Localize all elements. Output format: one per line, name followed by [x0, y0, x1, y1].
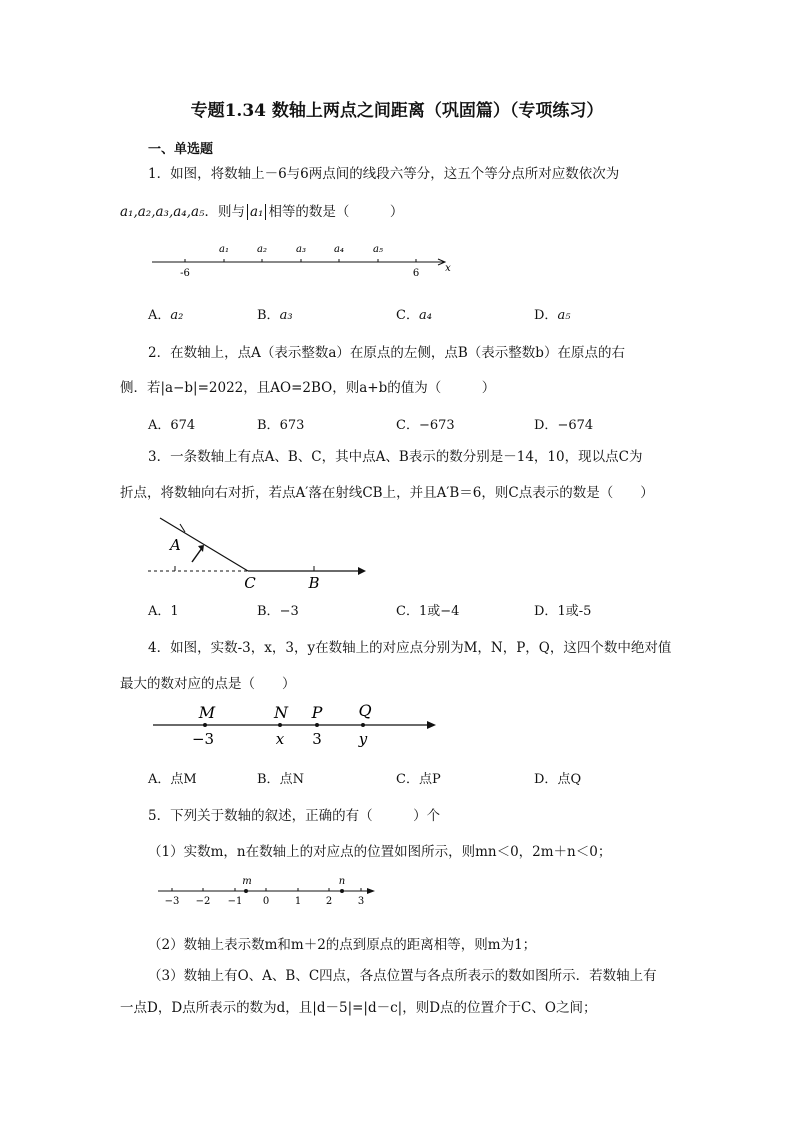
q1-choice-d[interactable]: D．a₅	[534, 308, 571, 323]
q4-point-q	[361, 723, 365, 727]
q5-tick-label: −3	[164, 896, 180, 906]
q1-end: 相等的数是（ ）	[268, 204, 404, 220]
q2-line1: 2．在数轴上，点A（表示整数a）在原点的左侧，点B（表示整数b）在原点的右	[148, 345, 625, 361]
q2-choice-d[interactable]: D．−674	[534, 418, 594, 433]
section-heading: 一、单选题	[148, 142, 214, 157]
q4-choice-d[interactable]: D．点Q	[534, 772, 582, 787]
q4-point-n	[278, 723, 282, 727]
q4-line1: 4．如图，实数-3，x，3，y在数轴上的对应点分别为M，N，P，Q，这四个数中绝对值	[148, 640, 672, 656]
q5-tick-label: 1	[294, 896, 302, 906]
q3-label-b: B	[308, 574, 320, 592]
q1-mid: ．则与	[204, 204, 245, 220]
q2-line2: 侧．若|a−b|=2022，且AO=2BO，则a+b的值为（ ）	[120, 380, 496, 396]
q4-label-m: M	[198, 703, 216, 722]
q1-choice-a[interactable]: A．a₂	[148, 308, 184, 323]
q1-choice-b[interactable]: B．a₃	[257, 308, 293, 323]
q1-axis-label: x	[445, 263, 451, 274]
q2-choice-a[interactable]: A．674	[148, 418, 196, 433]
q5-point-m	[244, 889, 248, 893]
q2-choice-c[interactable]: C．−673	[396, 418, 455, 433]
q5-point-n	[340, 889, 344, 893]
q5-statement-1: （1）实数m，n在数轴上的对应点的位置如图所示，则mn＜0，2m＋n＜0；	[148, 844, 612, 860]
q4-number-line-figure	[145, 700, 445, 752]
q4-point-p	[315, 723, 319, 727]
q5-tick-label: −1	[227, 896, 243, 906]
q4-line2: 最大的数对应的点是（ ）	[120, 676, 296, 692]
q1-label-a2: a₂	[257, 244, 267, 255]
q3-choice-c[interactable]: C．1或−4	[396, 604, 460, 619]
q1-label-minus6: -6	[180, 268, 190, 279]
q5-statement-3a: （3）数轴上有O、A、B、C四点，各点位置与各点所表示的数如图所示．若数轴上有	[148, 968, 657, 984]
q5-line1: 5．下列关于数轴的叙述，正确的有（ ）个	[148, 808, 441, 824]
q5-statement-3b: 一点D，D点所表示的数为d，且|d－5|=|d－c|，则D点的位置介于C、O之间；	[120, 1000, 597, 1016]
q4-point-m	[203, 723, 207, 727]
q5-number-line-figure	[150, 872, 385, 906]
q1-label-6: 6	[412, 268, 420, 279]
q4-label-q: Q	[358, 701, 372, 720]
q1-vars: a₁,a₂,a₃,a₄,a₅	[120, 204, 205, 220]
q1-label-a5: a₅	[373, 244, 383, 255]
q4-value-y: y	[358, 730, 368, 748]
q3-label-a: A	[170, 536, 181, 554]
q1-line2	[120, 200, 403, 220]
q3-fold-figure	[140, 510, 370, 592]
q1-choice-c[interactable]: C．a₄	[396, 308, 432, 323]
q1-abs: a₁	[247, 204, 266, 220]
q5-statement-2: （2）数轴上表示数m和m＋2的点到原点的距离相等，则m为1；	[148, 937, 537, 953]
q3-line1: 3．一条数轴上有点A、B、C，其中点A、B表示的数分别是－14，10，现以点C为	[148, 449, 643, 465]
q3-line2: 折点，将数轴向右对折，若点A′落在射线CB上，并且A′B＝6，则C点表示的数是（ ）	[120, 485, 654, 501]
q4-choice-b[interactable]: B．点N	[257, 772, 304, 787]
q2-choice-b[interactable]: B．673	[257, 418, 305, 433]
q3-fold-arrowhead	[198, 545, 204, 552]
q5-tick-label: 3	[357, 896, 365, 906]
q5-tick-label: −2	[195, 896, 211, 906]
q4-choice-c[interactable]: C．点P	[396, 772, 441, 787]
q5-label-m: m	[242, 876, 252, 887]
q3-choice-d[interactable]: D．1或-5	[534, 604, 592, 619]
q5-tick-label: 2	[325, 896, 333, 906]
q1-line1: 1．如图，将数轴上－6与6两点间的线段六等分，这五个等分点所对应数依次为	[148, 166, 620, 182]
page-title: 专题1.34 数轴上两点之间距离（巩固篇）（专项练习）	[190, 101, 604, 121]
q1-label-a4: a₄	[334, 244, 344, 255]
q3-fold-arrow	[192, 548, 202, 562]
q1-label-a3: a₃	[296, 244, 306, 255]
q5-arrowhead	[367, 888, 375, 894]
q4-choice-a[interactable]: A．点M	[148, 772, 197, 787]
q3-choice-a[interactable]: A．1	[148, 604, 179, 619]
q3-arrowhead	[358, 567, 366, 575]
q4-arrowhead	[427, 721, 436, 729]
q5-label-n: n	[338, 876, 346, 887]
q4-value-minus3: −3	[191, 730, 215, 748]
q4-value-3: 3	[312, 730, 322, 748]
q1-number-line-figure	[140, 238, 470, 283]
q4-value-x: x	[275, 730, 285, 748]
q4-label-n: N	[274, 703, 288, 722]
q3-choice-b[interactable]: B．−3	[257, 604, 299, 619]
q4-label-p: P	[311, 703, 323, 722]
q5-tick-label: 0	[262, 896, 270, 906]
q1-label-a1: a₁	[219, 244, 229, 255]
q3-label-c: C	[244, 574, 256, 592]
